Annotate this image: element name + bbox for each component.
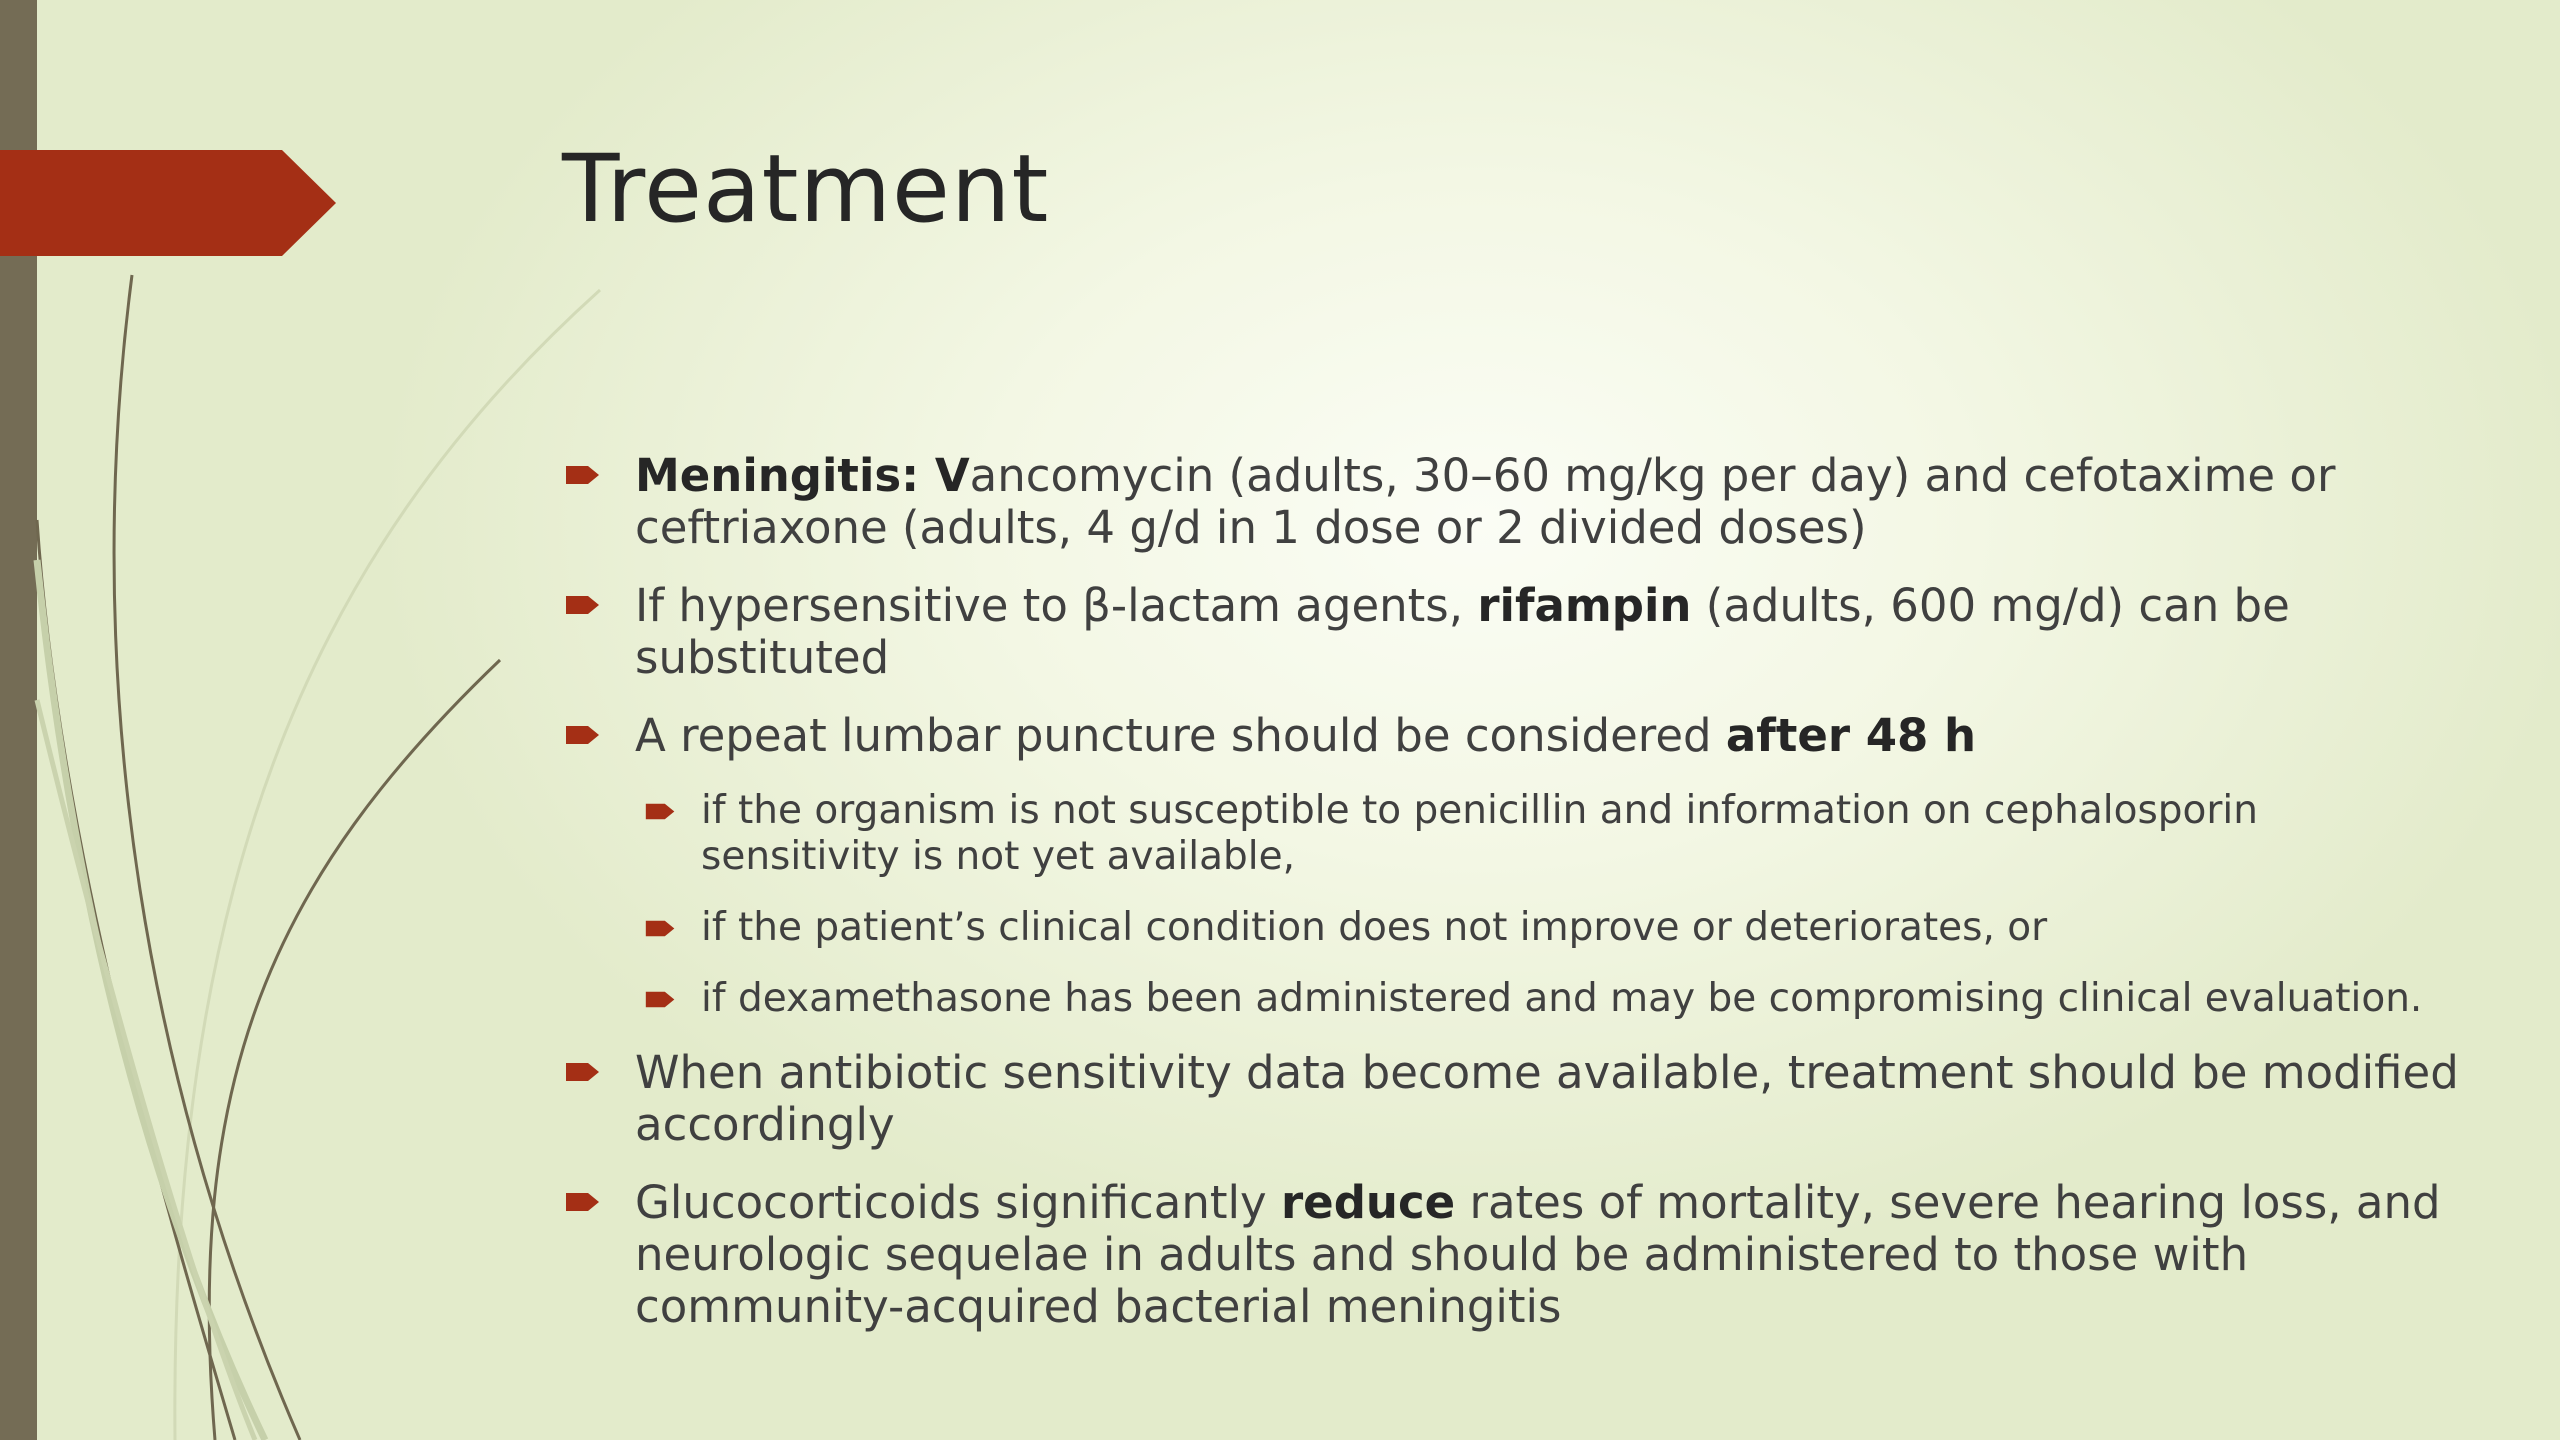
text: A repeat lumbar puncture should be considered: [635, 709, 1726, 762]
text: Glucocorticoids significantly: [635, 1176, 1281, 1229]
title-accent-arrow: [0, 150, 336, 256]
bold-text: rifampin: [1477, 579, 1692, 632]
arrow-bullet-icon: [566, 1061, 600, 1083]
bold-text: reduce: [1280, 1176, 1456, 1229]
arrow-bullet-icon: [566, 1191, 600, 1213]
text: rates of mortality, severe hearing loss, and neurologic sequelae in adults and should be administered to those with community-acquired bacterial meningitis: [635, 1176, 2441, 1333]
bullet-text: [635, 449, 2335, 554]
bullet-item-lumbar-puncture: [562, 710, 2467, 762]
arrow-bullet-icon: [566, 724, 600, 746]
sub-bullet-item: [645, 788, 2467, 880]
arrow-bullet-icon: [566, 464, 600, 486]
arrow-bullet-icon: [645, 919, 676, 938]
bullet-text: When antibiotic sensitivity data become available, treatment should be modified accordingly: [635, 1046, 2459, 1151]
bullet-list: [562, 450, 2467, 1359]
sub-bullet-text: if the patient’s clinical condition does not improve or deteriorates, or: [701, 905, 2048, 950]
bullet-item-glucocorticoids: [562, 1177, 2467, 1333]
text: If hypersensitive to β-lactam agents,: [635, 579, 1478, 632]
bold-text: Meningitis: V: [635, 449, 970, 502]
bold-text: after 48 h: [1725, 709, 1977, 762]
bullet-text: [635, 709, 1976, 762]
sub-bullet-text: if the organism is not susceptible to penicillin and information on cephalosporin sensitivity is not yet available,: [701, 788, 2258, 879]
arrow-bullet-icon: [566, 594, 600, 616]
slide-title: Treatment: [562, 135, 1050, 244]
sub-bullet-text: if dexamethasone has been administered and may be compromising clinical evaluation.: [701, 976, 2423, 1021]
bullet-item-sensitivity-data: [562, 1047, 2467, 1151]
sub-bullet-item: [645, 976, 2467, 1022]
text: ancomycin (adults, 30–60 mg/kg per day) and cefotaxime or ceftriaxone (adults, 4 g/d in 1 dose or 2 divided doses): [635, 449, 2336, 554]
bullet-item-hypersensitive: [562, 580, 2467, 684]
bullet-item-meningitis: [562, 450, 2467, 554]
sub-bullet-item: [645, 905, 2467, 951]
arrow-bullet-icon: [645, 990, 676, 1009]
bullet-text: [635, 1176, 2441, 1333]
bullet-text: [635, 579, 2290, 684]
text: (adults, 600 mg/d) can be substituted: [635, 579, 2290, 684]
arrow-bullet-icon: [645, 802, 676, 821]
